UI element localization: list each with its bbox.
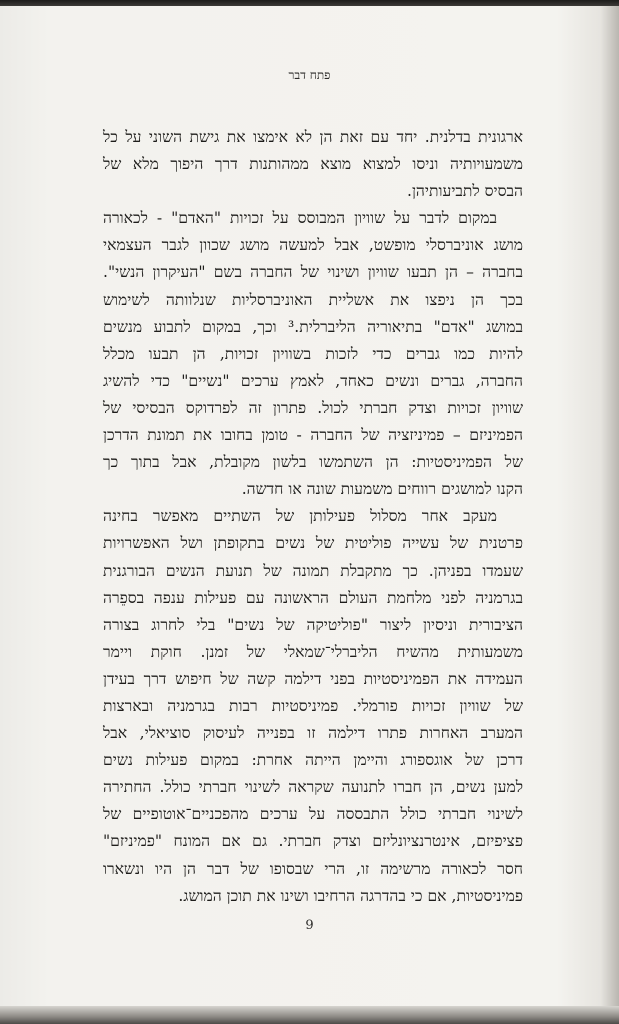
paragraph <box>103 124 523 205</box>
text-line: מעקב אחר מסלול פעילותן של השתיים מאפשר בחינה <box>103 507 497 526</box>
text-line: הקנו למושגים רווחים משמעות שונה או חדשה. <box>241 480 523 499</box>
text-line: במושג "אדם" בתיאוריה הליברלית.³ וכך, במקום לתבוע מנשים <box>103 317 523 336</box>
body-text <box>103 124 523 910</box>
text-line: המערב האחרות פתרו דילמה זו בפנייה לעיסוק סוציאלי, אבל <box>103 724 523 743</box>
text-line: פרטנית של עשייה פוליטית של נשים בתקופתן ושל האפשרויות <box>103 534 523 553</box>
text-line: שעמדו בפניהן. כך מתקבלת תמונה של תנועת הנשים הבורגנית <box>103 561 523 580</box>
text-line: למען נשים, הן חברו לתנועה שקראה לשינוי חברתי כולל. החתירה <box>103 778 523 797</box>
text-line: שוויון זכויות וצדק חברתי לכול. פתרון זה לפרדוקס הבסיסי של <box>103 398 523 417</box>
text-line: הפמיניזם – פמיניזציה של החברה - טומן בחובו את תמונת הדרכן <box>103 426 523 445</box>
running-header: פתח דבר <box>288 68 331 82</box>
text-line: של שוויון זכויות פורמלי. פמיניסטיות רבות בגרמניה ובארצות <box>103 696 523 715</box>
text-line: העמידה את הפמיניסטיות בפני דילמה קשה של חיפוש דרך בעידן <box>103 669 523 688</box>
text-line: לשינוי חברתי כולל התבססה על ערכים מהפכניים־אוטופיים של <box>103 805 523 824</box>
page-number: 9 <box>305 918 314 933</box>
text-line: להיות כמו גברים כדי לזכות בשוויון זכויות, הן תבעו מכלל <box>103 344 523 363</box>
text-line: ארגונית בדלנית. יחד עם זאת הן לא אימצו את גישת השוני על כל <box>103 128 523 146</box>
text-line: משמעויותיה וניסו למצוא מוצא ממהותנות דרך היפוך מלא של <box>103 155 523 174</box>
text-line: בגרמניה לפני מלחמת העולם הראשונה עם פעילות ענפה בספֵרה <box>103 588 523 607</box>
text-line: מושג אוניברסלי מופשט, אבל למעשה מושג שכוון לגבר העצמאי <box>103 236 523 255</box>
text-line: של הפמיניסטיות: הן השתמשו בלשון מקובלת, אבל בתוך כך <box>103 453 523 472</box>
text-line: במקום לדבר על שוויון המבוסס על זכויות "האדם" - לכאורה <box>103 209 497 228</box>
text-line: פמיניסטיות, אם כי בהדרגה הרחיבו ושינו את תוכן המושג. <box>178 886 523 905</box>
page-bottom-edge <box>0 1006 619 1024</box>
paragraph <box>103 205 523 503</box>
text-line: חסר לכאורה מרשימה זו, הרי שבסופו של דבר הן היו ונשארו <box>103 859 523 878</box>
text-line: בחברה – הן תבעו שוויון ושינוי של החברה בשם "העיקרון הנשי". <box>103 263 523 282</box>
paragraph <box>103 503 523 909</box>
page-top-edge <box>0 0 619 6</box>
text-line: החברה, גברים ונשים כאחד, לאמץ ערכים "נשיים" כדי להשיג <box>103 371 523 390</box>
text-line: משמעותית מהשיח הליברלי־שמאלי של זמנן. חוקת ויימר <box>103 642 523 661</box>
text-line: פציפיזם, אינטרנציונליזם וצדק חברתי. גם אם המונח "פמיניזם" <box>103 832 523 851</box>
text-line: הבסיס לתביעותיהן. <box>407 182 523 201</box>
text-line: הציבורית וניסיון ליצור "פוליטיקה של נשים" בלי לחרוג בצורה <box>103 615 523 634</box>
text-line: בכך הן ניפצו את אשליית האוניברסליות שנלוותה לשימוש <box>103 290 523 309</box>
text-line: דרכן של אוגספורג והיימן הייתה אחרת: במקום פעילות נשים <box>103 751 523 770</box>
